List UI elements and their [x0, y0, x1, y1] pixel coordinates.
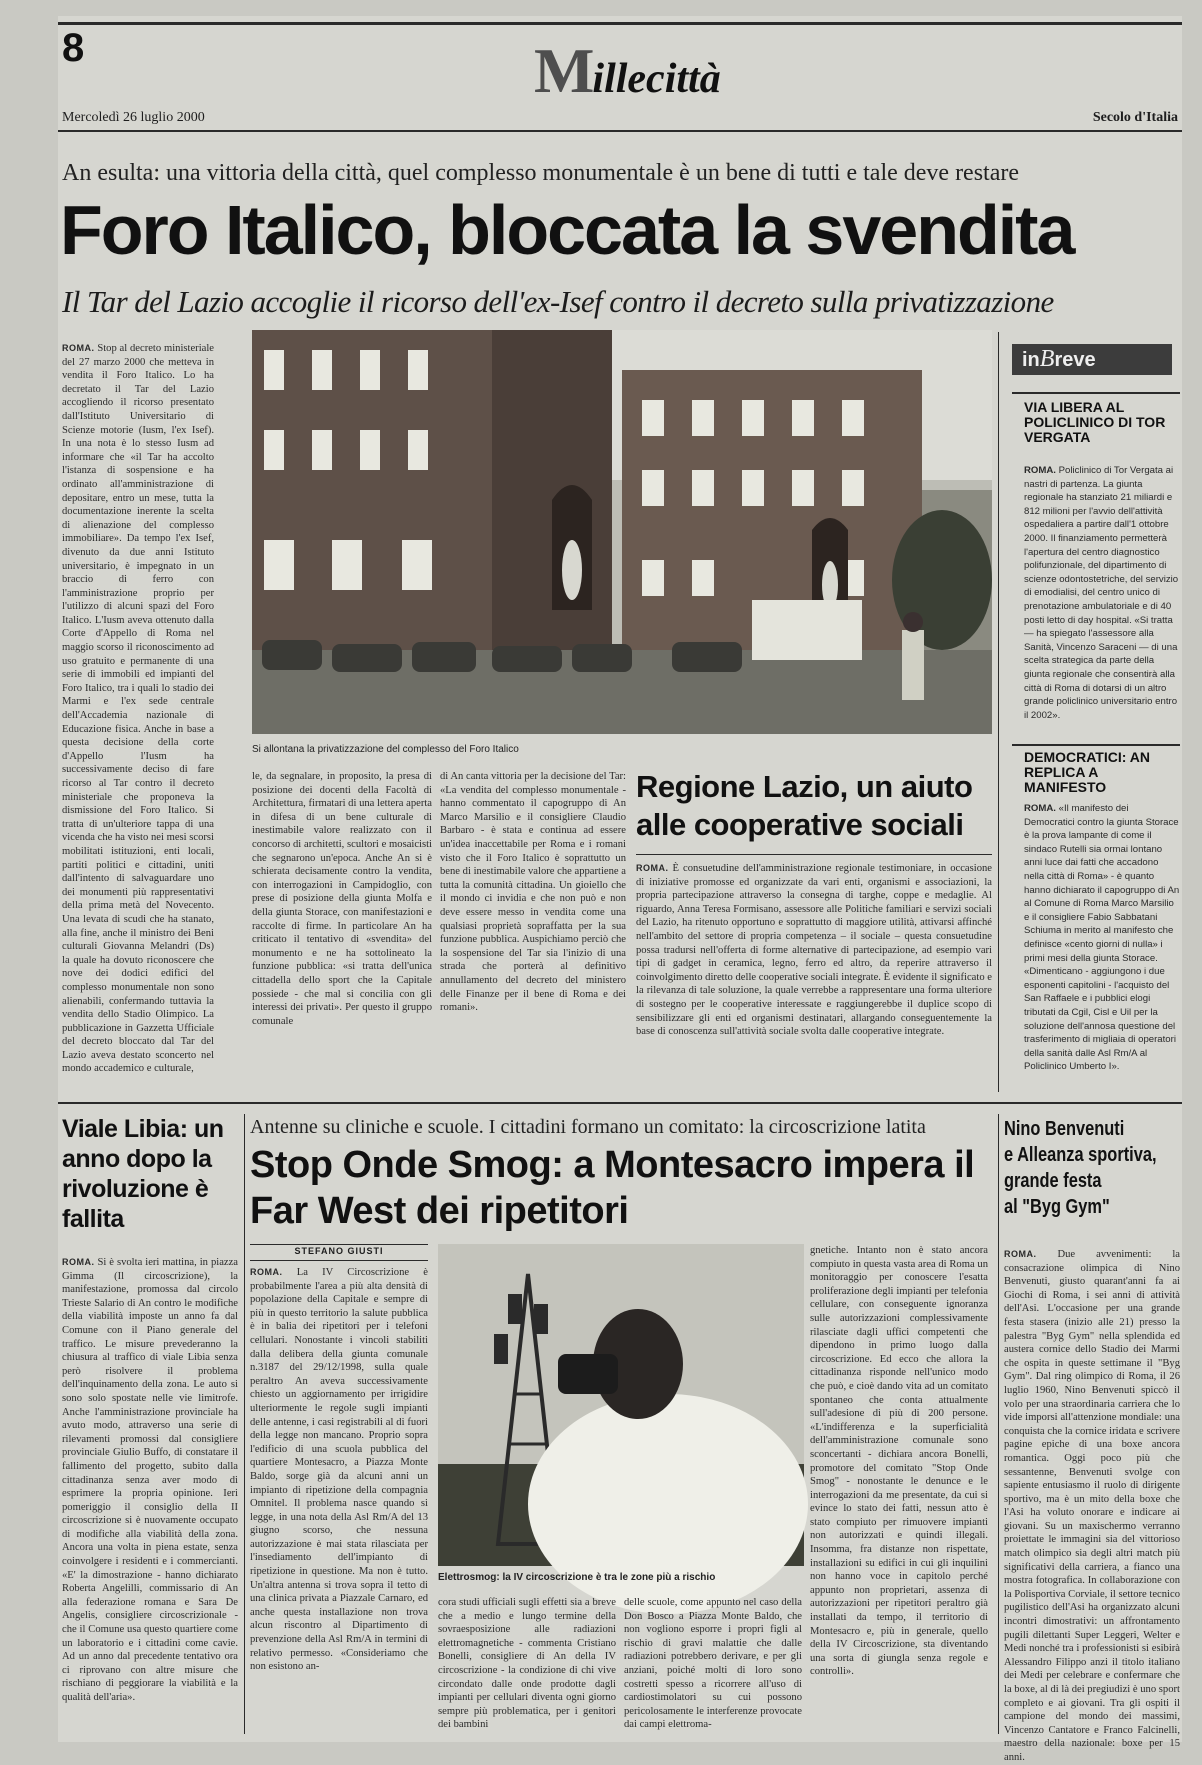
brief-item-1-title: VIA LIBERA AL POLICLINICO DI TOR VERGATA: [1024, 399, 1166, 445]
nino-headline-line-1: Nino Benvenuti: [1004, 1118, 1125, 1140]
nino-text: Due avvenimenti: la consacrazione olimpica di Nino Benvenuti, giusto quarant'anni fa ai Giochi di Roma, i sei anni di attività dell'Asi. L'occasione per una grande festa stasera (inizio alle 21) presso la palestra "Byg Gym" nella splendida ed austera cornice dello Stadio dei Marmi che ospita in queste settimane il "Byg Gym". Dal ring olimpico di Roma, il 26 luglio 1960, Nino Benvenuti spiccò il volo per una straordinaria carriera che lo vide imporsi all'attenzione mondiale: una conquista che la cornice iridata e scrivere pagine epiche di una boxe ancora romantica. Oggi poco più che sessantenne, Benvenuti svolge con sapiente entusiasmo il ruolo di dirigente sportivo, ma è un mito della boxe che l'Asi ha voluto onorare e indicare ai giovani. Su un maxischermo verranno proiettate le immagini sia del vittorioso match olimpico sia degli altri match più significativi della carriera, a fianco una mostra fotografica. In collaborazione con la Polisportiva Corviale, il settore tecnico pugilistico dell'Asi ha organizzato alcuni incontri dimostrativi: un affrontamento pugili dilettanti Super Leggeri, Welter e Medi nonché tra i professionisti si esibirà Alessandro Filippo anzi il titolo italiano dei Medi per celebrare e confermare che la boxe, al di là dei pregiudizi è uno sport completo e ai giovani. Tra gli ospiti il campione del mondo dei massimi, Vincenzo Cantatore e Franco Falcinelli, maestro della nazionale: boxe per 15 anni.: [1004, 1249, 1180, 1763]
newspaper-page: [58, 16, 1182, 1763]
nino-headline-line-2: e Alleanza sportiva,: [1004, 1144, 1157, 1166]
regione-rule: [636, 854, 992, 855]
brief-item-1-dateline: ROMA.: [1024, 465, 1056, 476]
smog-photo-caption: Elettrosmog: la IV circoscrizione è tra le zone più a rischio: [438, 1572, 716, 1583]
nino-headline-line-3: grande festa: [1004, 1170, 1102, 1192]
newspaper-name: Secolo d'Italia: [1092, 110, 1178, 125]
smog-byline: STEFANO GIUSTI: [294, 1246, 384, 1256]
smog-headline: Stop Onde Smog: a Montesacro impera il Far West dei ripetitori: [250, 1144, 975, 1232]
brief-item-2-title: DEMOCRATICI: AN REPLICA A MANIFESTO: [1024, 749, 1150, 795]
libia-dateline: ROMA.: [62, 1257, 95, 1267]
photo-graphic: [252, 330, 992, 734]
lead-text-1: Stop al decreto ministeriale del 27 marzo 2000 che metteva in vendita il Foro Italico. Lo ha decretato il Tar del Lazio accogliendo il ricorso presentato dall'Istituto Universitario di Scienze motorie (Iusm, l'ex Isef). In una nota è lo stesso Iusm ad informare che «il Tar ha accolto l'istanza di sospensione e ha ordinato all'amministrazione di depositare, entro un mese, tutta la documentazione inerente la scelta di alienazione del complesso immobiliare». Da tempo l'ex Isef, divenuto da due anni Istituto universitario, è impegnato in un braccio di ferro con l'amministrazione proprio per l'utilizzo di alcuni spazi del Foro Italico. L'Iusm aveva ottenuto dalla Corte d'Appello di Roma nel maggio scorso il riconoscimento ad uso gratuito e permanente di una serie di immobili ed impianti del Foro Italico, tra i quali lo stadio dei Marmi e l'ex sede centrale dell'Accademia nazionale di Educazione fisica. Anche in base a questa decisione della corte d'Appello l'Iusm ha successivamente deciso di fare ricorso al Tar contro il decreto ministeriale che proponeva la dismissione del Foro Italico. Si tratta di un'ulteriore tappa di una vicenda che ha visto nei mesi scorsi mobilitati istituzioni, enti locali, partiti politici e cittadini, uniti dall'intento di salvaguardare uno dei monumenti più rappresentativi della prima metà del Novecento. Una levata di scudi che ha stanato, alla fine, anche il ministro dei Beni culturali Giovanna Melandri (Ds) la quale ha dovuto riconoscere che nove dei dodici edifici del complesso monumentale non sono alienabili, confermando tuttavia la vendita dello Stadio Olimpico. La pubblicazione in Gazzetta Ufficiale del decreto bloccato dal Tar del Lazio aveva destato sconcerto nel mondo accademico e culturale,: [62, 343, 214, 1075]
regione-headline: Regione Lazio, un aiuto alle cooperative sociali: [636, 769, 973, 842]
masthead-rest: illecittà: [592, 56, 721, 102]
nino-headline-line-4: al "Byg Gym": [1004, 1196, 1110, 1218]
nino-dateline: ROMA.: [1004, 1249, 1037, 1259]
brief-item-2-text: [1024, 802, 1180, 1092]
libia-divider: [244, 1114, 245, 1734]
regione-dateline: ROMA.: [636, 863, 669, 873]
lead-column-2: le, da segnalare, in proposito, la presa di posizione dei docenti della Facoltà di Architettura, firmatari di una lettera aperta in difesa di un bene culturale di inestimabile valore realizzato con il concorso di architetti, scultori e mosaicisti che segnarono un'epoca. Anche An si è schierata decisamente contro la vendita, con interrogazioni in Campidoglio, con prese di posizione della giunta Molfa e della giunta Storace, con manifestazioni e raccolte di firme. In particolare An ha criticato il tentativo di «svendita» del monumento e ne ha sottolineato la funzione pubblica: «si tratta dell'unica cittadella dello sport che la Capitale possiede - che mal si concilia con gli interessi dei privati». Per questo il gruppo comunale: [252, 771, 433, 1027]
brief-box: [1012, 344, 1180, 375]
brief-item-2-dateline: ROMA.: [1024, 803, 1056, 814]
regione-article: [636, 862, 992, 1092]
lead-photo-caption: Si allontana la privatizzazione del complesso del Foro Italico: [252, 744, 519, 755]
issue-date: Mercoledì 26 luglio 2000: [62, 110, 205, 125]
brief-rule-1: [1012, 392, 1180, 394]
regione-text: È consuetudine dell'amministrazione regionale testimoniare, in occasione di iniziative promosse ed organizzate da vari enti, organismi e associazioni, la propria partecipazione attraverso la consegna di targhe, coppe e medaglie. Al riguardo, Anna Teresa Formisano, assessore alle Politiche familiari e servizi sociali del Lazio, ha ritenuto opportuno e soprattutto di maggiore utilità, attivarsi affinché nell'ambito del settore di propria competenza – il sociale – questa consuetudine possa tradursi nell'offerta di forme alternative di partecipazione, ad esempio vari tipi di gadget in ceramica, legno, ferro ed altro, da reperire attraverso il coinvolgimento diretto delle cooperative sociali integrate. È evidente il significato e la rilevanza di tale soluzione, la quale verrebbe a rappresentare una forma ulteriore di sostegno per le cooperative interessate e raggiungerebbe il duplice scopo di sensibilizzare gli enti ed organismi destinatari, allargando conseguentemente la base di conoscenza sull'attività sociale svolta dalle cooperative integrate.: [636, 863, 992, 1038]
byline-rule-top: [250, 1244, 428, 1245]
libia-article: [62, 1256, 238, 1732]
brief-item-2-body: «Il manifesto dei Democratici contro la giunta Storace è la prova lampante di come il sindaco Rutelli sia ormai lontano anni luce dai fatti che accadono nella città di Roma» - è quanto hanno dichiarato il capogruppo di An al Comune di Roma Marco Marsilio e il consigliere Fabio Sabbatani Schiuma in merito al manifesto che definisce «cento giorni di nulla» i primi mesi della giunta Storace. «Dimenticano - aggiungono i due esponenti capitolini - l'acquisto del San Raffaele e i pubblici elogi tributati da Cgil, Cisl e Uil per la soluzione dell'annosa questione del trasferimento di migliaia di operatori della sanità dalle Asl Rm/A al Policlinico Umberto I».: [1024, 803, 1180, 1073]
libia-text: Si è svolta ieri mattina, in piazza Gimma (Il circoscrizione), la manifestazione, promossa dal circolo Trieste Salario di An contro le modifiche della viabilità imposte un anno fa dal Comune con il Piano generale del traffico. Le misure prevederanno la chiusura al traffico di viale Libia senza però risolvere il problema dell'inquinamento della zona. Le auto si sono solo spostate nelle vie limitrofe. Anche l'amministrazione provinciale ha avuto modo, attraverso una serie di rilevamenti promossi dal consigliere provinciale Giulio Buffo, di constatare il fallimento del progetto, subito dalla cittadinanza senza aver modo di esprimere la propria opinione. Ieri pomeriggio il consiglio della II circoscrizione si è nuovamente occupato di modifiche alla viabilità della zona. Ancora una volta in piena estate, senza coinvolgere i residenti e i commercianti. «E' la dimostrazione - hanno dichiarato Roberta Angelilli, commissario di An alla federazione romana e Sara De Angelis, consigliere circoscrizionale - che il Comune usa questo quartiere come un laboratorio e i cittadini come cavie. Ad un anno dal precedente tentativo ora ci riprovano con altre misure che rischiano di peggiorare la viabilità e la qualità dell'aria».: [62, 1257, 238, 1703]
smog-column-2: cora studi ufficiali sugli effetti sia a breve che a medio e lungo termine della sovraesposizione alle radiazioni elettromagnetiche - commenta Cristiano Bonelli, consigliere di An della IV circoscrizione - la condizione di chi vive circondato dalle onde prodotte dagli impianti per cellulari diventa ogni giorno sempre più problematica, per i genitori dei bambini: [438, 1597, 616, 1731]
mid-page-rule: [58, 1102, 1182, 1104]
brief-item-1-text: [1024, 464, 1180, 736]
nino-article: [1004, 1248, 1180, 1763]
smog-dateline: ROMA.: [250, 1267, 283, 1277]
smog-kicker: Antenne su cliniche e scuole. I cittadini formano un comitato: la circoscrizione latita: [250, 1116, 926, 1138]
brief-rule-2: [1012, 744, 1180, 746]
brief-tag-prefix: in: [1022, 349, 1040, 371]
antenna-photo: [438, 1244, 804, 1566]
smog-text-1: La IV Circoscrizione è probabilmente l'area a più alta densità di popolazione della Capitale e sempre di più in questo territorio la salute pubblica è in balia dei ripetitori per i telefoni cellulari. Nonostante i vincoli stabiliti dalla delibera della giunta comunale n.3187 del 29/12/1998, sulla quale peraltro An aveva successivamente chiesto un aggiornamento per irrigidire ulteriormente le regole sugli impianti delle antenne, i casi registrabili al di fuori della legge non mancano. Proprio sopra l'edificio di una scuola pubblica del quartiere Montesacro, a Piazza Monte Baldo, sorge già da alcuni anni un impianto di ripetizione della compagnia Omnitel. Il problema nasce quando si legge, in una nota della Asl Rm/A del 13 giugno scorso, che nessuna autorizzazione è mai stata rilasciata per l'insediamento dell'impianto di ripetizione in questione. Ma non è tutto. Un'altra antenna si trova sopra il tetto di una clinica privata a Piazzale Carnaro, ed anche questa installazione non trova alcun riscontro al Dipartimento di prevenzione della Asl Rm/A in termini di relativo permesso. «Consideriamo che non esistono an-: [250, 1267, 428, 1673]
lead-column-1: [62, 342, 214, 1090]
brief-item-1-body: Policlinico di Tor Vergata ai nastri di partenza. La giunta regionale ha stanziato 21 miliardi e 812 milioni per l'avvio dell'attività ospedaliera a partire dall'1 ottobre 2000. Il finanziamento permetterà l'apertura del centro diagnostico polifunzionale, del dipartimento di scienze odontostetriche, del servizio di emodialisi, del centro unico di prenotazione ambulatoriale e di 40 posti letto di day hospital. «Si tratta — ha spiegato l'assessore alla Sanità, Vincenzo Saraceni — di una scelta strategica da parte della giunta regionale che consentirà alla città di Roma di dotarsi di un altro grande policlinico universitario entro il 2002».: [1024, 465, 1179, 721]
brief-tag-letter: B: [1039, 346, 1055, 372]
smog-column-1: [250, 1266, 428, 1734]
smog-column-4: delle scuole, come appunto nel caso della Don Bosco a Piazza Monte Baldo, che non vogliono esporre i propri figli al rischio di gravi malattie che dalle radiazioni potrebbero derivare, e per gli anziani, poiché molti di loro sono costretti spesso a ricorrere all'uso di cardiostimolatori su cui possono pericolosamente le interferenze provocate dai campi elettroma-: [624, 1597, 802, 1731]
libia-headline: Viale Libia: un anno dopo la rivoluzione è fallita: [62, 1115, 224, 1233]
brief-tag-rest: reve: [1054, 349, 1096, 371]
brief-divider: [998, 332, 999, 1092]
smog-column-3: gnetiche. Intanto non è stato ancora compiuto in questa vasta area di Roma un monitoraggio per conoscere l'esatta proliferazione degli impianti per telefonia cellulare, con conseguente ignoranza sulle autorizzazioni complessivamente rilasciate dagli uffici competenti che dipendono in primo luogo dalla circoscrizione. Ed ecco che allora la cittadinanza risponde nell'unico modo che può, e cioè dando vita ad un comitato spontaneo che conta attualmente sull'adesione di più di 200 persone. «L'indifferenza e la superficialità dell'amministrazione comunale sono sconcertanti - dichiara ancora Bonelli, promotore del comitato "Stop Onde Smog" - nonostante le denunce e le interrogazioni da me presentate, da cui si evince lo stato dei fatti, nessun atto è stato compiuto per rimuovere impianti non autorizzati e quindi illegali. Insomma, fra distanze non rispettate, installazioni su edifici in cui gli inquilini non hanno voce in capitolo perché appunto non proprietari, assenza di autorizzazioni per ripetitori peraltro già installati da tempo, il territorio di Montesacro e, più in generale, quello della IV Circoscrizione, sta diventando una sorta di giungla senza regole e controlli».: [810, 1245, 988, 1678]
byline-rule-bottom: [250, 1260, 428, 1261]
lead-headline: Foro Italico, bloccata la svendita: [60, 191, 1074, 269]
lead-column-3: di An canta vittoria per la decisione del Tar: «La vendita del complesso monumentale - hanno commentato il capogruppo di An Marco Marsilio e il consigliere Claudio Barbaro - è stata e continua ad essere un'idea inaccettabile per Roma e i romani visto che il Foro Italico è soprattutto un bene di inestimabile valore che appartiene a tutta la comunità cittadina. Un gioiello che il mondo ci invidia e che non può e non deve essere messo in vendita come una qualsiasi proprietà sopraffatta per la sua funzione pubblica. Auspichiamo perciò che la sospensione del Tar sia l'inizio di una strada che porterà al definitivo annullamento del decreto del ministero delle Finanze per il bene di Roma e dei romani».: [440, 771, 626, 1014]
nino-headline: [1004, 1116, 1180, 1220]
foro-italico-photo: [252, 330, 992, 734]
antenna-photo-graphic: [438, 1244, 804, 1566]
section-masthead: [534, 34, 721, 108]
lead-kicker: An esulta: una vittoria della città, quel complesso monumentale è un bene di tutti e tale deve restare: [62, 160, 1020, 186]
top-rule: [58, 22, 1182, 25]
brief-tag: [1012, 344, 1172, 375]
dateline: ROMA.: [62, 343, 95, 353]
header-rule: [58, 130, 1182, 132]
lead-subhead: Il Tar del Lazio accoglie il ricorso dell'ex-Isef contro il decreto sulla privatizzazione: [62, 284, 1054, 319]
masthead-initial: M: [534, 35, 593, 106]
page-number: 8: [62, 26, 85, 70]
nino-divider: [998, 1114, 999, 1734]
